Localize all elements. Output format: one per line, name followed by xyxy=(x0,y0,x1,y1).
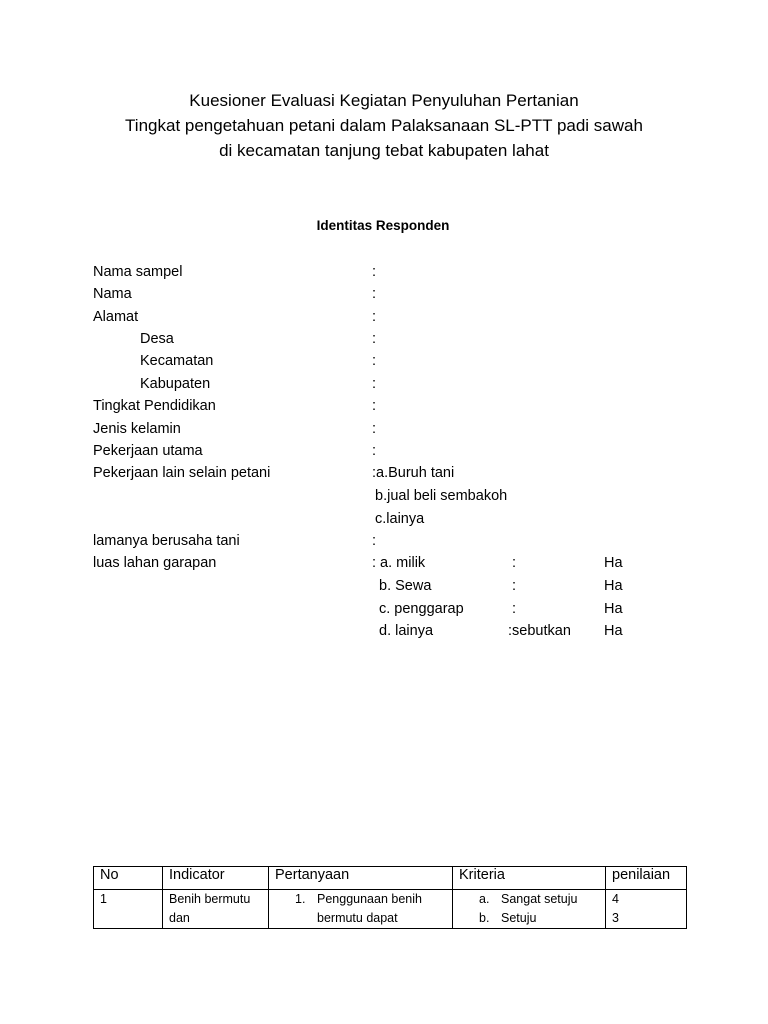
option-buruh-tani: :a.Buruh tani xyxy=(372,465,455,481)
field-colon: : xyxy=(372,286,377,302)
land-option-sewa: b. Sewa xyxy=(379,578,432,594)
field-colon: : xyxy=(372,376,377,392)
header-indicator: Indicator xyxy=(163,867,269,890)
option-jual-beli-sembakoh: b.jual beli sembakoh xyxy=(375,488,508,504)
table-row xyxy=(94,890,687,929)
cell-indicator: Benih bermutu dan xyxy=(163,890,269,929)
score-value: 3 xyxy=(612,911,619,925)
land-unit-milik: Ha xyxy=(604,555,623,571)
field-label-kabupaten: Kabupaten xyxy=(140,376,211,392)
land-option-lainya: d. lainya xyxy=(379,623,434,639)
header-penilaian: penilaian xyxy=(606,867,687,890)
field-label-nama: Nama xyxy=(93,286,132,302)
question-text: Penggunaan benih bermutu dapat xyxy=(317,892,422,925)
field-colon: : xyxy=(372,353,377,369)
title-line-2: Tingkat pengetahuan petani dalam Palaksanaan SL-PTT padi sawah xyxy=(125,116,643,135)
option-lainya: c.lainya xyxy=(375,511,425,527)
criteria-item xyxy=(479,890,599,909)
criteria-letter: a. xyxy=(479,892,490,906)
criteria-letter: b. xyxy=(479,911,490,925)
title-line-1: Kuesioner Evaluasi Kegiatan Penyuluhan Pertanian xyxy=(189,91,579,110)
land-colon-sewa: : xyxy=(512,578,517,594)
header-kriteria: Kriteria xyxy=(453,867,606,890)
land-unit-lainya: Ha xyxy=(604,623,623,639)
land-colon-sebutkan: :sebutkan xyxy=(508,623,571,639)
land-colon-milik: : xyxy=(512,555,517,571)
header-pertanyaan: Pertanyaan xyxy=(269,867,453,890)
cell-scores xyxy=(606,890,687,929)
section-heading-identity: Identitas Responden xyxy=(316,218,450,233)
field-colon: : xyxy=(372,264,377,280)
field-colon: : xyxy=(372,331,377,347)
field-colon: : xyxy=(372,309,377,325)
header-no: No xyxy=(94,867,163,890)
criteria-item xyxy=(479,909,599,928)
field-label-tingkat-pendidikan: Tingkat Pendidikan xyxy=(93,398,216,414)
land-unit-penggarap: Ha xyxy=(604,601,623,617)
land-colon-penggarap: : xyxy=(512,601,517,617)
criteria-text: Sangat setuju xyxy=(501,892,578,906)
field-colon: : xyxy=(372,398,377,414)
cell-question xyxy=(269,890,453,929)
field-label-pekerjaan-lain: Pekerjaan lain selain petani xyxy=(93,465,271,481)
criteria-text: Setuju xyxy=(501,911,537,925)
field-label-lamanya-berusaha-tani: lamanya berusaha tani xyxy=(93,533,240,549)
question-number: 1. xyxy=(295,892,306,906)
cell-no: 1 xyxy=(94,890,163,929)
land-unit-sewa: Ha xyxy=(604,578,623,594)
field-colon: : xyxy=(372,421,377,437)
document-title xyxy=(0,88,768,163)
table-header-row xyxy=(94,867,687,890)
field-label-nama-sampel: Nama sampel xyxy=(93,264,183,280)
field-label-kecamatan: Kecamatan xyxy=(140,353,214,369)
land-option-penggarap: c. penggarap xyxy=(379,601,464,617)
cell-criteria xyxy=(453,890,606,929)
field-label-pekerjaan-utama: Pekerjaan utama xyxy=(93,443,203,459)
field-label-alamat: Alamat xyxy=(93,309,139,325)
title-line-3: di kecamatan tanjung tebat kabupaten lahat xyxy=(219,141,549,160)
evaluation-table xyxy=(93,866,687,929)
field-colon: : xyxy=(372,443,377,459)
field-label-luas-lahan-garapan: luas lahan garapan xyxy=(93,555,217,571)
question-item xyxy=(295,890,446,928)
field-label-jenis-kelamin: Jenis kelamin xyxy=(93,421,181,437)
field-label-desa: Desa xyxy=(140,331,174,347)
score-value: 4 xyxy=(612,892,619,906)
field-colon: : xyxy=(372,533,377,549)
land-option-milik: : a. milik xyxy=(372,555,426,571)
